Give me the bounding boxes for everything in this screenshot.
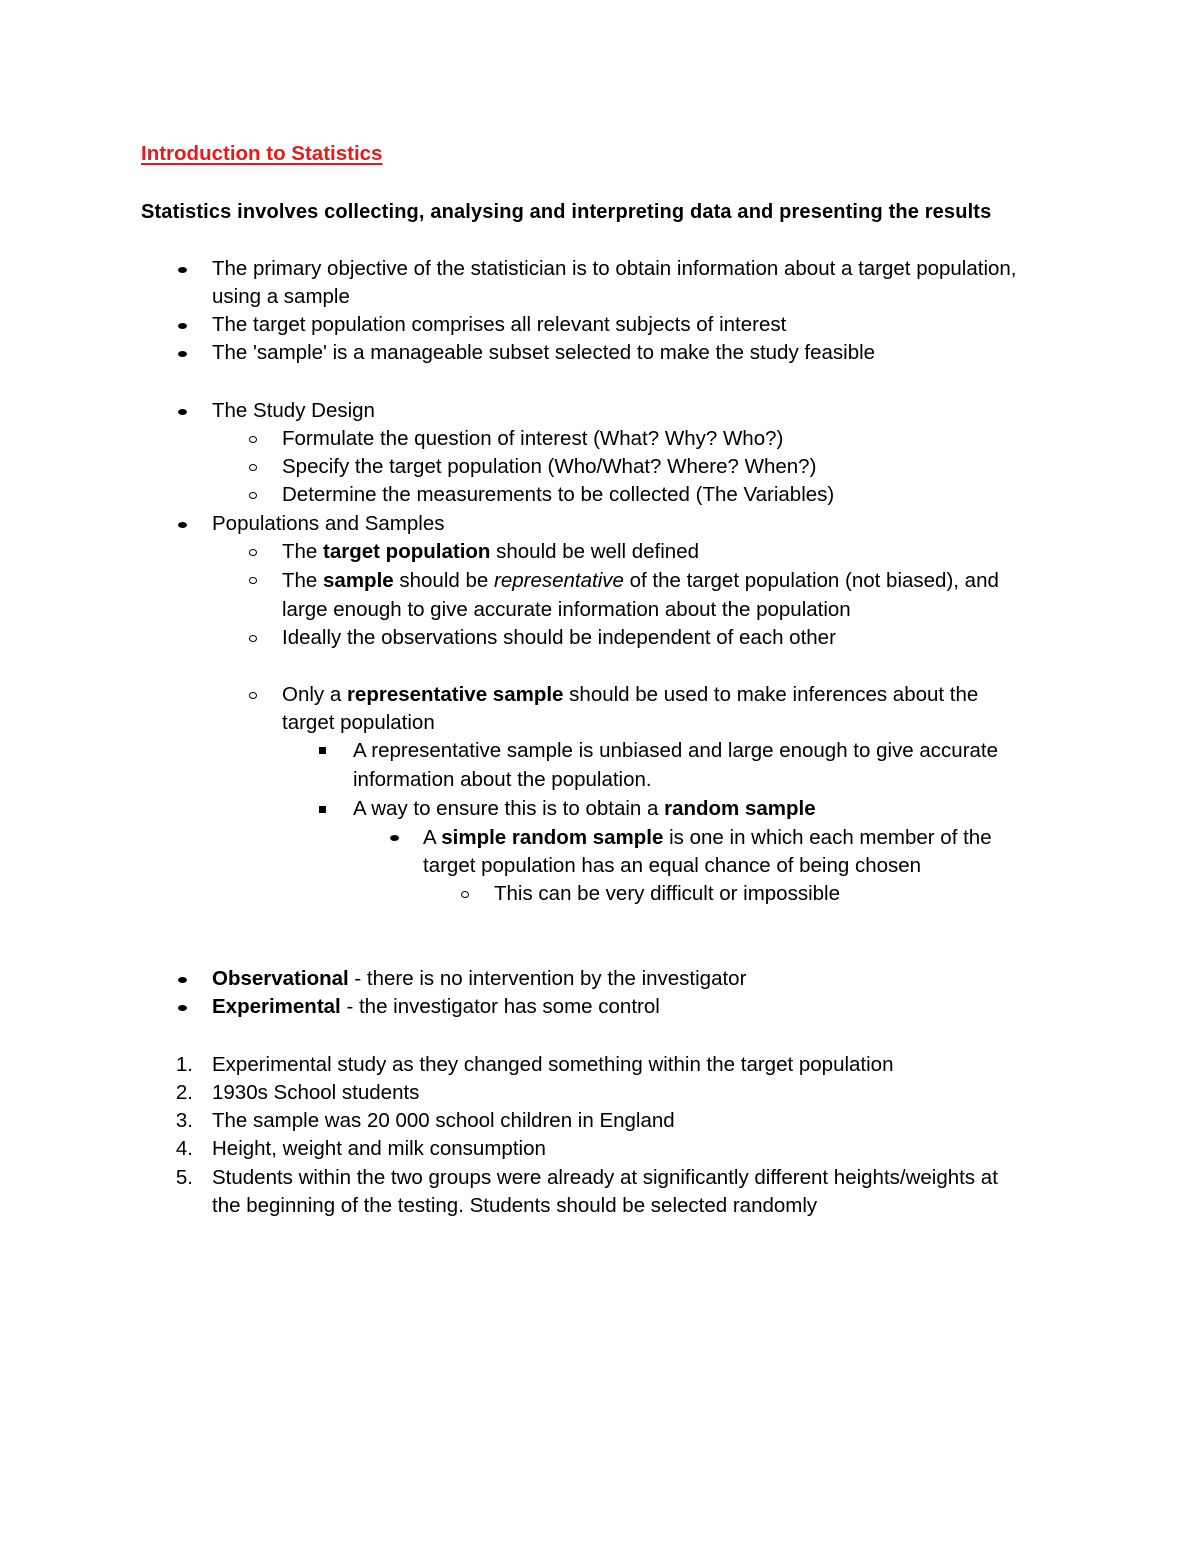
bullet-circle-icon [249, 549, 257, 556]
bold-term: Experimental [212, 995, 341, 1018]
study-design-heading: The Study Design [212, 399, 375, 422]
list-number: 2. [175, 1081, 193, 1104]
bold-term: representative sample [346, 683, 564, 706]
list-item: Experimental study as they changed something within the target population [212, 1053, 894, 1076]
list-item: Students within the two groups were already at significantly different heights/weights at [212, 1166, 998, 1189]
bullet-dot-icon [390, 835, 399, 841]
list-item: A simple random sample is one in which each member of the [423, 826, 992, 849]
bullet-circle-icon [249, 436, 257, 443]
list-item: 1930s School students [212, 1081, 420, 1104]
list-item: Determine the measurements to be collected (The Variables) [282, 483, 835, 506]
list-number: 4. [175, 1137, 193, 1160]
bullet-square-icon [319, 747, 326, 754]
document-title: Introduction to Statistics [141, 142, 383, 165]
bullet-circle-icon [461, 891, 469, 898]
bold-term: target population [323, 540, 491, 563]
bullet-dot-icon [178, 522, 187, 528]
list-item: The primary objective of the statistician is to obtain information about a target population, [212, 257, 1017, 280]
bold-term: Observational [212, 967, 349, 990]
bold-term: sample [323, 569, 394, 592]
list-number: 1. [175, 1053, 193, 1076]
list-item: The target population comprises all relevant subjects of interest [212, 313, 787, 336]
bullet-circle-icon [249, 692, 257, 699]
list-item: Specify the target population (Who/What? Where? When?) [282, 455, 817, 478]
bullet-dot-icon [178, 267, 187, 273]
bullet-dot-icon [178, 977, 187, 983]
bullet-square-icon [319, 806, 326, 813]
list-item: The target population should be well defined [282, 540, 700, 563]
list-number: 5. [175, 1166, 193, 1189]
bullet-dot-icon [178, 351, 187, 357]
list-item-continuation: the beginning of the testing. Students should be selected randomly [212, 1194, 818, 1217]
list-item: The 'sample' is a manageable subset selected to make the study feasible [212, 341, 876, 364]
list-item-continuation: target population has an equal chance of being chosen [423, 854, 922, 877]
list-item: Formulate the question of interest (What? Why? Who?) [282, 427, 784, 450]
bold-term: random sample [664, 797, 816, 820]
list-number: 3. [175, 1109, 193, 1132]
list-item: Height, weight and milk consumption [212, 1137, 546, 1160]
bullet-circle-icon [249, 577, 257, 584]
list-item-continuation: using a sample [212, 285, 350, 308]
bullet-circle-icon [249, 492, 257, 499]
list-item: A representative sample is unbiased and large enough to give accurate [353, 739, 999, 762]
list-item-continuation: target population [282, 711, 435, 734]
document-subtitle: Statistics involves collecting, analysing and interpreting data and presenting the results [141, 201, 992, 223]
populations-heading: Populations and Samples [212, 512, 445, 535]
list-item: Experimental - the investigator has some control [212, 995, 660, 1018]
list-item: Observational - there is no intervention by the investigator [212, 967, 747, 990]
italic-term: representative [494, 569, 624, 592]
bold-term: simple random sample [441, 826, 664, 849]
bullet-dot-icon [178, 1005, 187, 1011]
list-item: Ideally the observations should be independent of each other [282, 626, 836, 649]
list-item: The sample was 20 000 school children in England [212, 1109, 675, 1132]
list-item: The sample should be representative of the target population (not biased), and [282, 569, 999, 592]
bullet-dot-icon [178, 323, 187, 329]
list-item-continuation: large enough to give accurate information about the population [282, 598, 851, 621]
bullet-circle-icon [249, 635, 257, 642]
list-item: Only a representative sample should be used to make inferences about the [282, 683, 979, 706]
bullet-circle-icon [249, 464, 257, 471]
list-item-continuation: information about the population. [353, 768, 652, 791]
list-item: A way to ensure this is to obtain a random sample [353, 797, 816, 820]
bullet-dot-icon [178, 409, 187, 415]
list-item: This can be very difficult or impossible [494, 882, 840, 905]
